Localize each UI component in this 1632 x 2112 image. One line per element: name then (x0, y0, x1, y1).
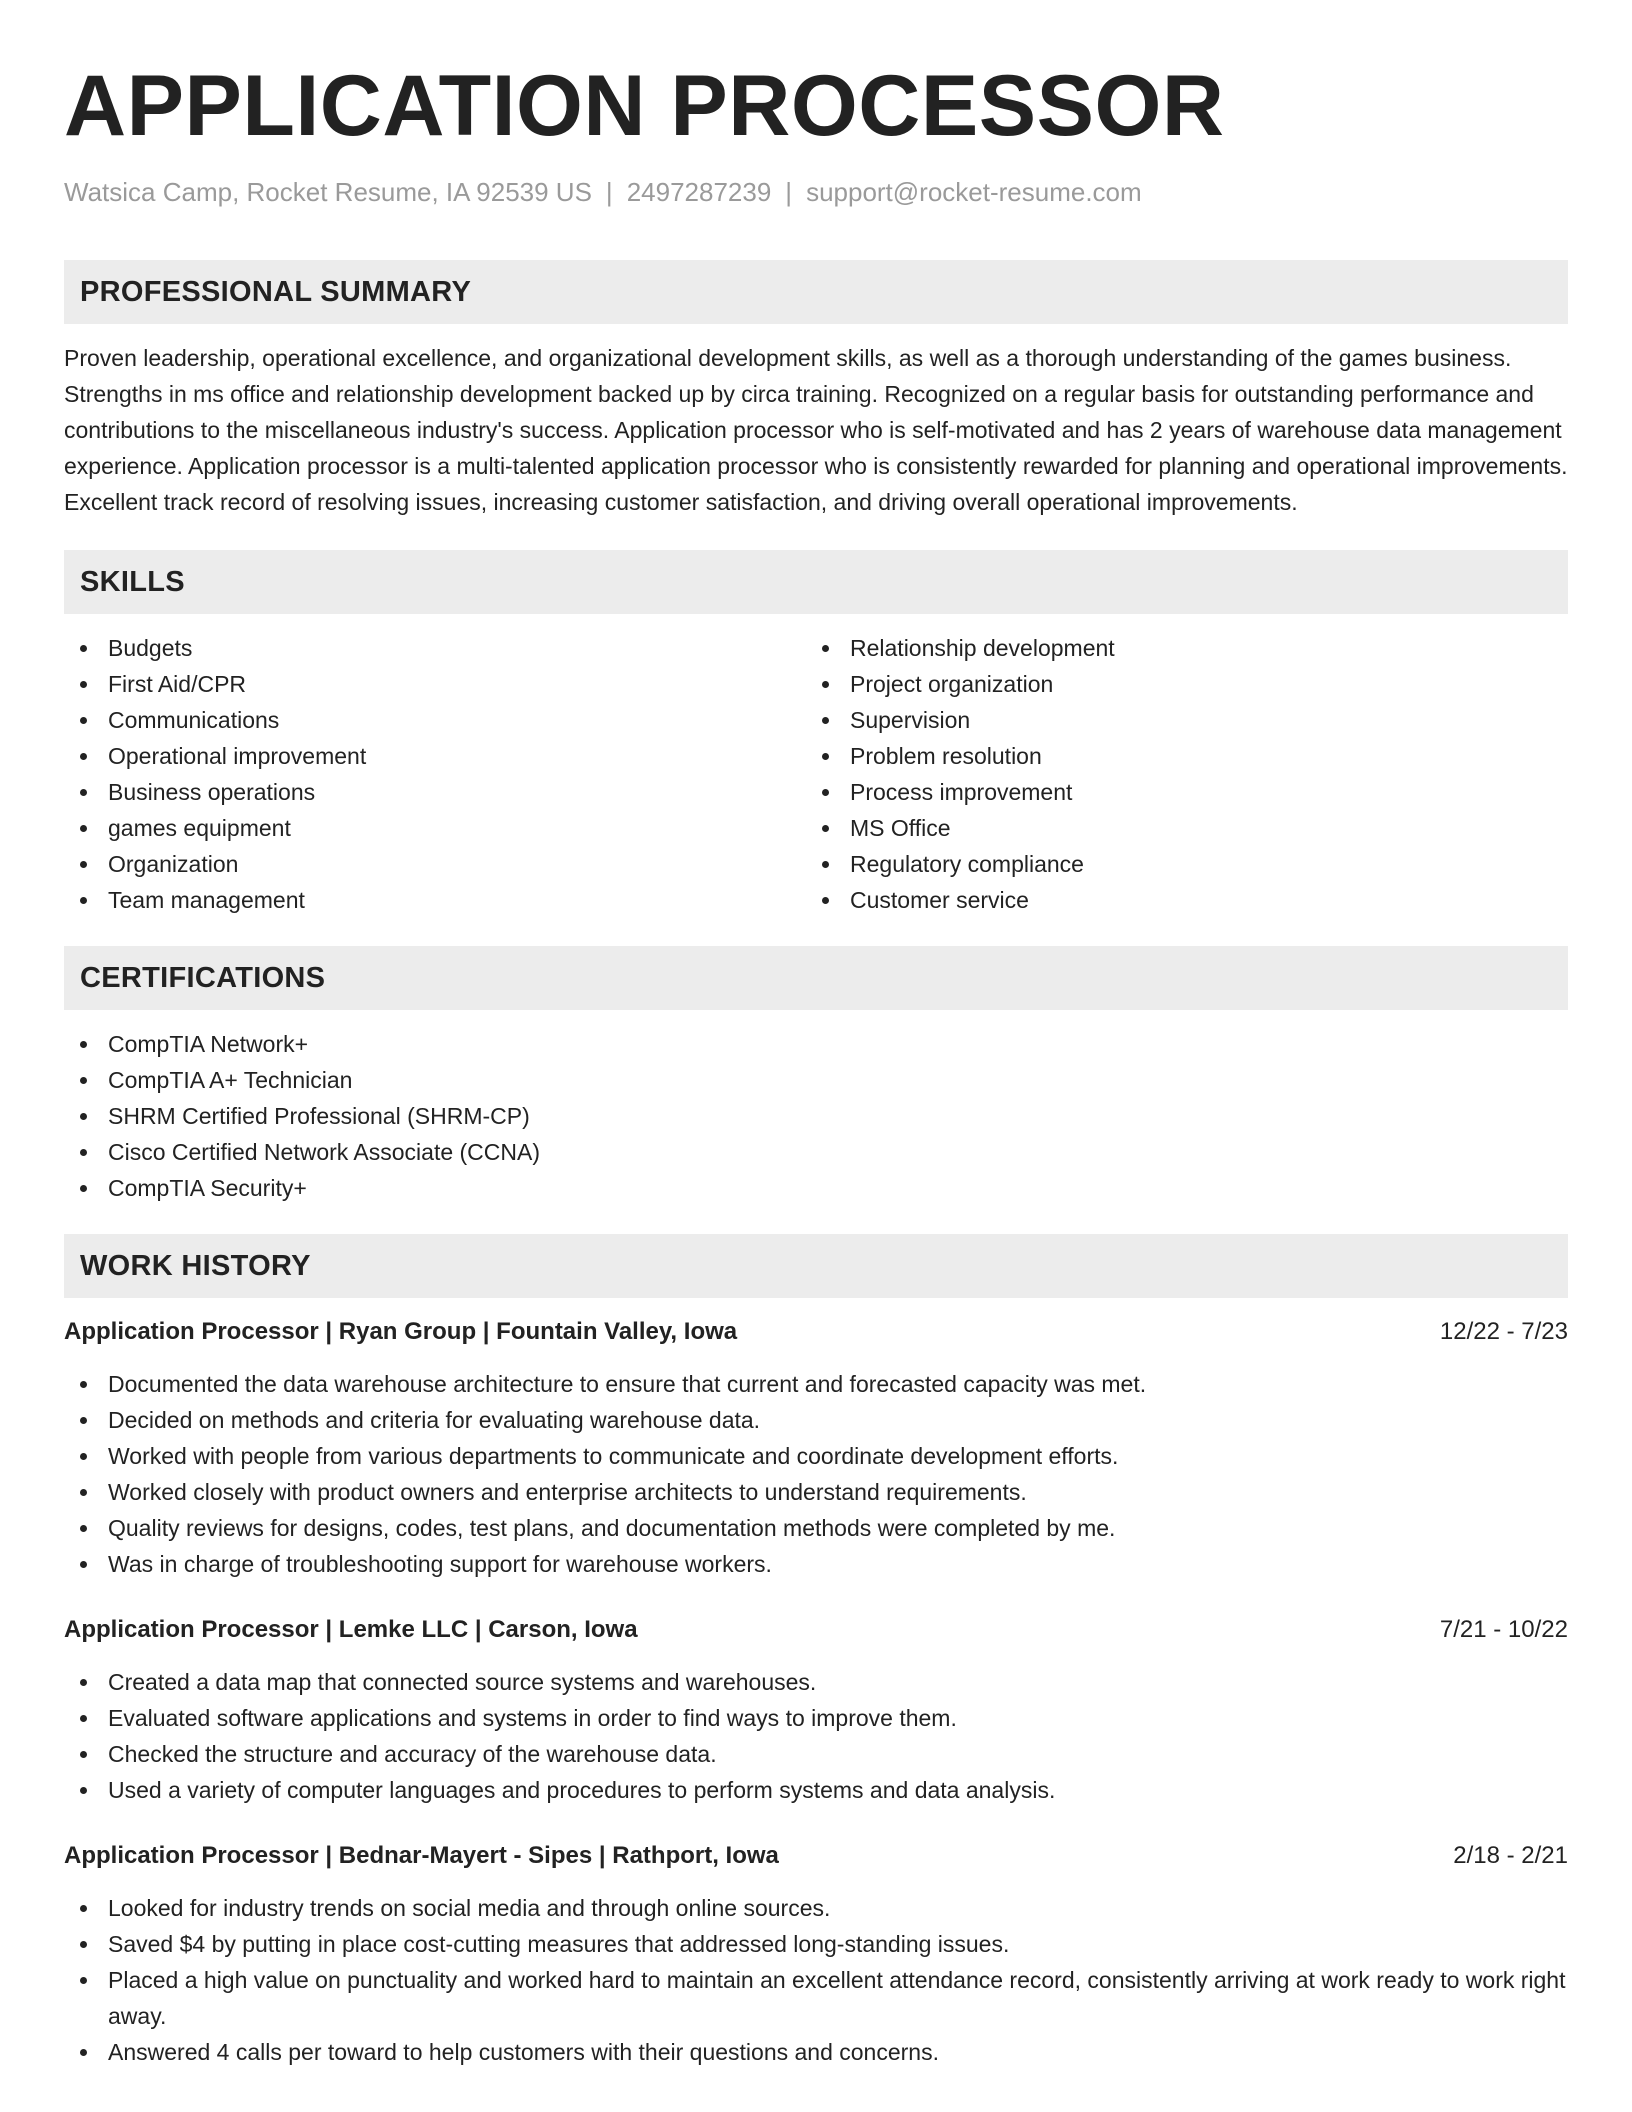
bullet-icon (822, 645, 829, 652)
certification-label: CompTIA Network+ (108, 1031, 309, 1057)
bullet-icon (822, 681, 829, 688)
skill-item (64, 738, 806, 774)
bullet-icon (80, 1041, 87, 1048)
certification-label: CompTIA A+ Technician (108, 1067, 353, 1093)
skill-label: Business operations (108, 779, 316, 805)
bullet-icon (822, 861, 829, 868)
bullet-icon (80, 645, 87, 652)
skill-label: Operational improvement (108, 743, 367, 769)
skill-item (64, 882, 806, 918)
skill-item (64, 666, 806, 702)
job-bullet-list (64, 1890, 1568, 2070)
contact-line (64, 176, 1568, 208)
certification-item (64, 1098, 1568, 1134)
skill-item (64, 702, 806, 738)
skill-label: Project organization (850, 671, 1054, 697)
job-entry (64, 1314, 1568, 1582)
section-heading-work-history: WORK HISTORY (64, 1234, 1568, 1298)
job-header (64, 1612, 1568, 1648)
job-bullet (64, 1962, 1568, 2034)
skill-label: Process improvement (850, 779, 1073, 805)
section-heading-certifications: CERTIFICATIONS (64, 946, 1568, 1010)
job-bullet (64, 1926, 1568, 1962)
skill-label: games equipment (108, 815, 291, 841)
skill-item (806, 702, 1548, 738)
skill-item (64, 630, 806, 666)
job-bullet (64, 1546, 1568, 1582)
contact-address: Watsica Camp, Rocket Resume, IA 92539 US (64, 177, 592, 207)
job-bullet (64, 1890, 1568, 1926)
job-dates: 12/22 - 7/23 (1439, 1318, 1568, 1345)
bullet-icon (80, 1185, 87, 1192)
skill-item (806, 738, 1548, 774)
certification-item (64, 1062, 1568, 1098)
skill-label: First Aid/CPR (108, 671, 247, 697)
job-bullet (64, 1700, 1568, 1736)
skill-item (806, 846, 1548, 882)
skill-item (806, 666, 1548, 702)
bullet-icon (80, 1561, 87, 1568)
bullet-icon (80, 861, 87, 868)
bullet-icon (80, 1751, 87, 1758)
skill-item (806, 810, 1548, 846)
bullet-icon (80, 1113, 87, 1120)
contact-phone: 2497287239 (626, 177, 772, 207)
job-bullet-text: Worked closely with product owners and enterprise architects to understand requirements. (108, 1479, 1027, 1505)
bullet-icon (822, 897, 829, 904)
bullet-icon (80, 1381, 87, 1388)
job-bullet (64, 1664, 1568, 1700)
job-bullet-text: Answered 4 calls per toward to help customers with their questions and concerns. (108, 2039, 939, 2065)
bullet-icon (80, 1977, 87, 1984)
skill-item (806, 630, 1548, 666)
job-bullet-text: Was in charge of troubleshooting support for warehouse workers. (108, 1551, 772, 1577)
bullet-icon (80, 717, 87, 724)
job-bullet-text: Quality reviews for designs, codes, test plans, and documentation methods were completed by me. (108, 1515, 1116, 1541)
resume-name: APPLICATION PROCESSOR (64, 58, 1225, 154)
skill-item (64, 846, 806, 882)
job-bullet-text: Used a variety of computer languages and procedures to perform systems and data analysis. (108, 1777, 1056, 1803)
bullet-icon (80, 1941, 87, 1948)
bullet-icon (80, 1417, 87, 1424)
skill-label: Budgets (108, 635, 193, 661)
bullet-icon (80, 681, 87, 688)
bullet-icon (80, 1453, 87, 1460)
bullet-icon (822, 717, 829, 724)
job-bullet (64, 1510, 1568, 1546)
job-bullet-text: Worked with people from various departments to communicate and coordinate development efforts. (108, 1443, 1119, 1469)
skill-label: Communications (108, 707, 280, 733)
job-bullet (64, 1772, 1568, 1808)
summary-paragraph: Proven leadership, operational excellence, and organizational development skills, as well as a thorough understanding of the games business. Strengths in ms office and relationship development backed up by circa training. Recognized on a regular basis for outstanding performance and contributions to the miscellaneous industry's success. Application processor who is self-motivated and has 2 years of warehouse data management experience. Application processor is a multi-talented application processor who is consistently rewarded for planning and operational improvements. Excellent track record of resolving issues, increasing customer satisfaction, and driving overall operational improvements. (64, 345, 1568, 515)
job-title: Application Processor | Bednar-Mayert - Sipes | Rathport, Iowa (64, 1842, 779, 1869)
skill-label: Relationship development (850, 635, 1115, 661)
skill-label: Organization (108, 851, 239, 877)
job-bullet (64, 1438, 1568, 1474)
job-title: Application Processor | Lemke LLC | Carson, Iowa (64, 1616, 638, 1643)
skill-item (64, 774, 806, 810)
skills-list-left (64, 630, 806, 918)
skill-label: Regulatory compliance (850, 851, 1084, 877)
certifications-list (64, 1026, 1568, 1206)
skill-label: MS Office (850, 815, 951, 841)
certification-item (64, 1026, 1568, 1062)
bullet-icon (80, 1489, 87, 1496)
certification-label: CompTIA Security+ (108, 1175, 307, 1201)
section-heading-skills: SKILLS (64, 550, 1568, 614)
bullet-icon (80, 2049, 87, 2056)
bullet-icon (822, 753, 829, 760)
contact-separator: | (605, 177, 613, 207)
job-bullet (64, 1366, 1568, 1402)
job-bullet-text: Saved $4 by putting in place cost-cutting measures that addressed long-standing issues. (108, 1931, 1010, 1957)
bullet-icon (822, 789, 829, 796)
job-bullet-text: Decided on methods and criteria for evaluating warehouse data. (108, 1407, 761, 1433)
bullet-icon (822, 825, 829, 832)
job-bullet-text: Documented the data warehouse architecture to ensure that current and forecasted capacity was met. (108, 1371, 1147, 1397)
job-dates: 2/18 - 2/21 (1453, 1842, 1568, 1869)
job-bullet-list (64, 1366, 1568, 1582)
job-entry (64, 1838, 1568, 2070)
skill-label: Supervision (850, 707, 971, 733)
skill-item (806, 774, 1548, 810)
skill-label: Team management (108, 887, 305, 913)
skill-item (806, 882, 1548, 918)
bullet-icon (80, 1149, 87, 1156)
skills-columns (64, 630, 1568, 918)
bullet-icon (80, 1077, 87, 1084)
bullet-icon (80, 1715, 87, 1722)
job-bullet-text: Checked the structure and accuracy of the warehouse data. (108, 1741, 717, 1767)
job-bullet (64, 2034, 1568, 2070)
job-bullet-text: Placed a high value on punctuality and worked hard to maintain an excellent attendance record, consistently arriving at work ready to work right away. (108, 1967, 1566, 2029)
skill-item (64, 810, 806, 846)
bullet-icon (80, 789, 87, 796)
job-header (64, 1314, 1568, 1350)
certification-label: Cisco Certified Network Associate (CCNA) (108, 1139, 541, 1165)
job-bullet-text: Created a data map that connected source systems and warehouses. (108, 1669, 817, 1695)
bullet-icon (80, 897, 87, 904)
bullet-icon (80, 753, 87, 760)
certification-item (64, 1134, 1568, 1170)
resume-page (64, 0, 1568, 2070)
job-entry (64, 1612, 1568, 1808)
skill-label: Customer service (850, 887, 1029, 913)
contact-separator: | (785, 177, 793, 207)
job-bullet-list (64, 1664, 1568, 1808)
contact-email: support@rocket-resume.com (806, 177, 1142, 207)
bullet-icon (80, 825, 87, 832)
bullet-icon (80, 1787, 87, 1794)
job-title: Application Processor | Ryan Group | Fountain Valley, Iowa (64, 1318, 738, 1345)
section-heading-summary: PROFESSIONAL SUMMARY (64, 260, 1568, 324)
skill-label: Problem resolution (850, 743, 1042, 769)
job-dates: 7/21 - 10/22 (1439, 1616, 1568, 1643)
job-bullet (64, 1736, 1568, 1772)
job-header (64, 1838, 1568, 1874)
job-bullet-text: Looked for industry trends on social media and through online sources. (108, 1895, 831, 1921)
job-bullet (64, 1402, 1568, 1438)
certification-item (64, 1170, 1568, 1206)
bullet-icon (80, 1679, 87, 1686)
job-bullet-text: Evaluated software applications and systems in order to find ways to improve them. (108, 1705, 957, 1731)
job-bullet (64, 1474, 1568, 1510)
bullet-icon (80, 1905, 87, 1912)
certification-label: SHRM Certified Professional (SHRM-CP) (108, 1103, 530, 1129)
skills-list-right (806, 630, 1548, 918)
bullet-icon (80, 1525, 87, 1532)
